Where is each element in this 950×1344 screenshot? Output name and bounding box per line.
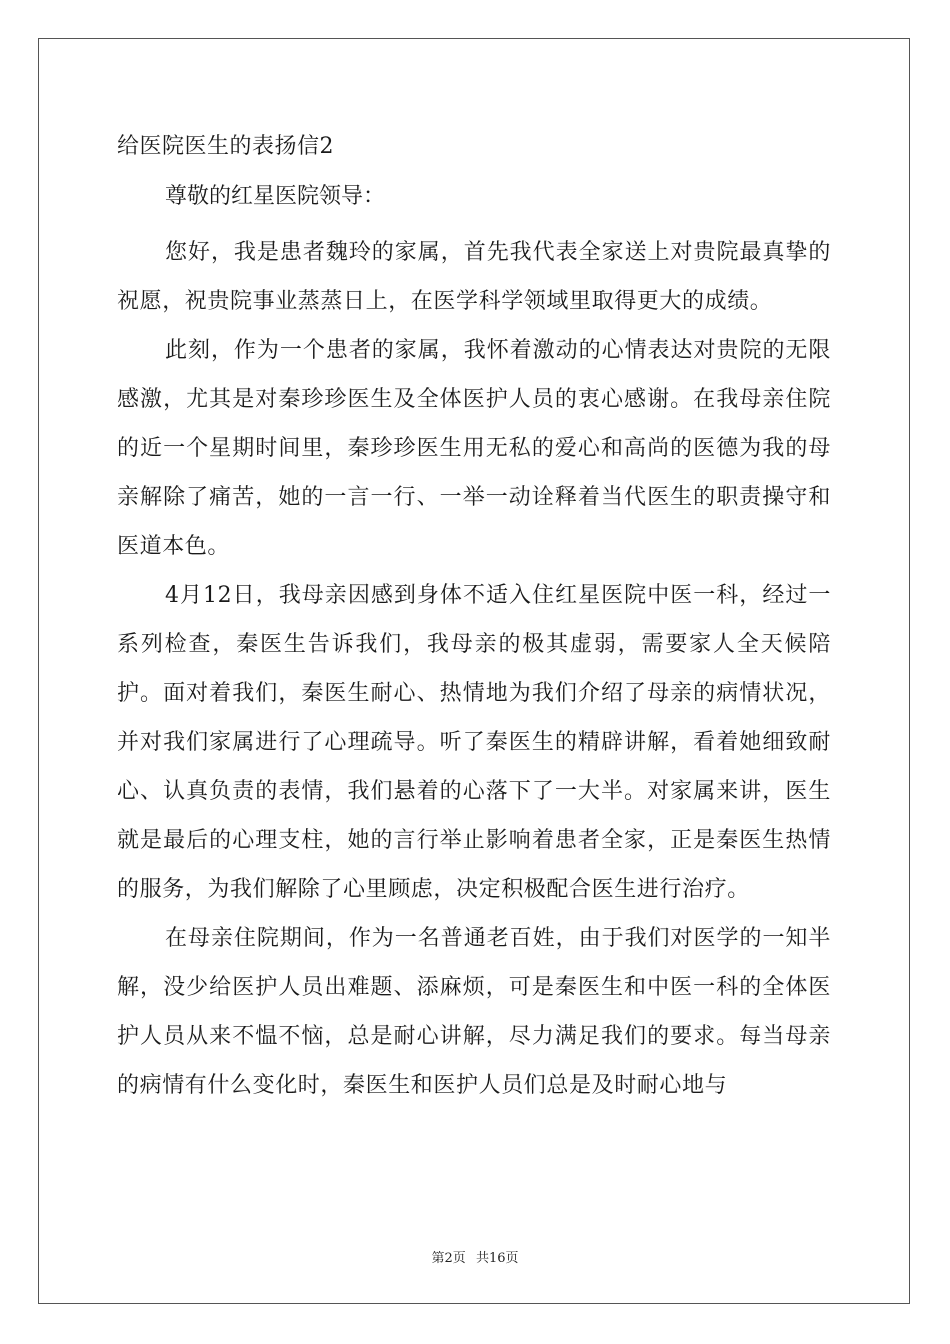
paragraph: 您好，我是患者魏玲的家属，首先我代表全家送上对贵院最真挚的祝愿，祝贵院事业蒸蒸日上，在医学科学领域里取得更大的成绩。 xyxy=(117,240,831,314)
page-number: 第2页 xyxy=(431,1251,466,1266)
document-body xyxy=(117,128,831,1110)
page-footer xyxy=(0,1247,950,1266)
page-total: 共16页 xyxy=(475,1251,519,1266)
salutation: 尊敬的红星医院领导： xyxy=(165,184,386,209)
paragraph: 此刻，作为一个患者的家属，我怀着激动的心情表达对贵院的无限感激，尤其是对秦珍珍医生及全体医护人员的衷心感谢。在我母亲住院的近一个星期时间里，秦珍珍医生用无私的爱心和高尚的医德为我的母亲解除了痛苦，她的一言一行、一举一动诠释着当代医生的职责操守和医道本色。 xyxy=(117,338,831,559)
paragraph: 4月12日，我母亲因感到身体不适入住红星医院中医一科，经过一系列检查，秦医生告诉我们，我母亲的极其虚弱，需要家人全天候陪护。面对着我们，秦医生耐心、热情地为我们介绍了母亲的病情状况，并对我们家属进行了心理疏导。听了秦医生的精辟讲解，看着她细致耐心、认真负责的表情，我们悬着的心落下了一大半。对家属来讲，医生就是最后的心理支柱，她的言行举止影响着患者全家，正是秦医生热情的服务，为我们解除了心里顾虑，决定积极配合医生进行治疗。 xyxy=(117,583,831,902)
document-title: 给医院医生的表扬信2 xyxy=(117,134,334,159)
paragraph: 在母亲住院期间，作为一名普通老百姓，由于我们对医学的一知半解，没少给医护人员出难题、添麻烦，可是秦医生和中医一科的全体医护人员从来不愠不恼，总是耐心讲解，尽力满足我们的要求。每当母亲的病情有什么变化时，秦医生和医护人员们总是及时耐心地与 xyxy=(117,926,831,1098)
